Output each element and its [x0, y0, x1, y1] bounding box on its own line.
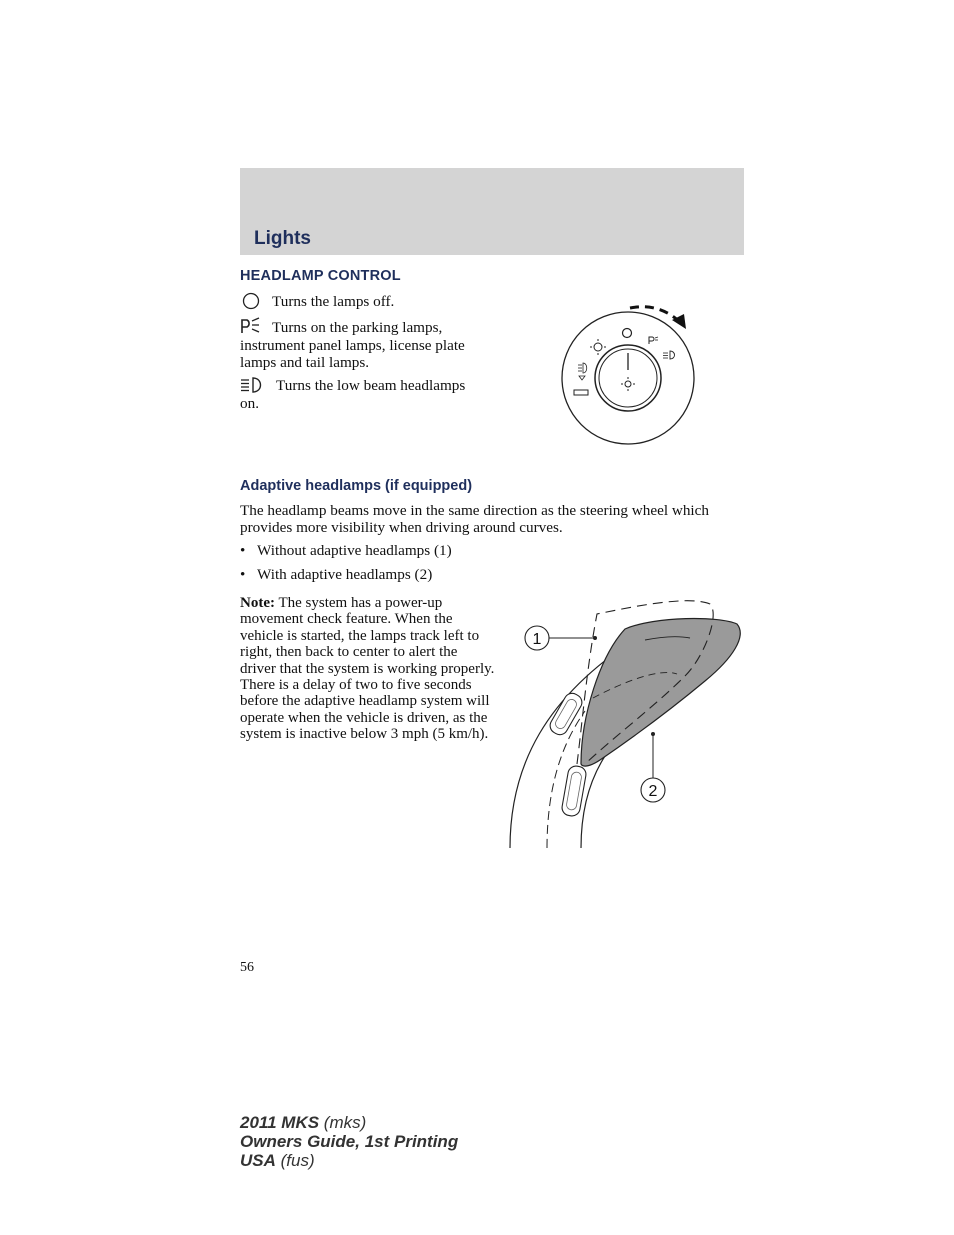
item-off-text: Turns the lamps off.	[272, 293, 395, 310]
footer-market: USA	[240, 1151, 276, 1170]
bullet-item	[240, 566, 432, 584]
item-low-beam-text-rest: on.	[240, 395, 259, 412]
callout-2-label: 2	[648, 783, 658, 800]
knob-fog-lamp-icon	[578, 363, 587, 380]
bullet-text: With adaptive headlamps (2)	[257, 566, 433, 583]
knob-low-beam-icon	[663, 351, 675, 359]
item-low-beam-text-first: Turns the low beam headlamps	[276, 377, 466, 394]
adaptive-beam-diagram	[505, 596, 750, 852]
car-own-icon	[561, 765, 587, 817]
low-beam-icon	[239, 376, 265, 394]
knob-off-mark-icon	[623, 329, 632, 338]
adaptive-paragraph: The headlamp beams move in the same direction as the steering wheel which provides more visibility when driving around curves.	[240, 502, 709, 536]
note-label: Note:	[240, 595, 275, 611]
note-paragraph	[240, 595, 495, 743]
bullet-item	[240, 542, 452, 560]
footer-market-code: (fus)	[280, 1151, 315, 1170]
item-parking-text-first: Turns on the parking lamps,	[272, 319, 443, 336]
parking-lamps-icon	[239, 317, 261, 335]
note-text: The system has a power-up movement check feature. When the vehicle is started, the lamps track left to right, then back to center to alert the driver that the system is working properly. There is a delay of two to five seconds before the adaptive headlamp system will operate when the vehicle is driven, as the system is inactive below 3 mph (5 km/h).	[240, 595, 495, 743]
knob-parking-icon	[649, 337, 658, 344]
knob-sun-icon	[621, 377, 635, 391]
callout-1-label: 1	[532, 631, 542, 648]
headlamp-control-heading: HEADLAMP CONTROL	[240, 268, 401, 284]
footer-model-code: (mks)	[323, 1113, 367, 1132]
bullet-dot-icon: •	[240, 542, 246, 559]
page-number: 56	[240, 960, 254, 975]
item-parking-text-rest: instrument panel lamps, license plate lamps and tail lamps.	[240, 337, 465, 371]
adaptive-headlamps-heading: Adaptive headlamps (if equipped)	[240, 478, 473, 494]
knob-auto-lamp-icon	[590, 339, 606, 355]
footer-model: 2011 MKS	[240, 1113, 320, 1132]
bullet-dot-icon: •	[240, 566, 246, 583]
knob-rear-fog-mark-icon	[574, 390, 588, 395]
footer-guide-title: Owners Guide, 1st Printing	[240, 1132, 459, 1151]
bullet-text: Without adaptive headlamps (1)	[257, 542, 452, 559]
section-header-band	[240, 168, 744, 255]
off-circle-icon	[242, 292, 260, 310]
document-footer	[240, 1113, 458, 1170]
rotation-arrow-icon	[630, 307, 686, 329]
headlamp-control-knob-illustration	[560, 298, 700, 450]
section-title: Lights	[254, 228, 311, 249]
